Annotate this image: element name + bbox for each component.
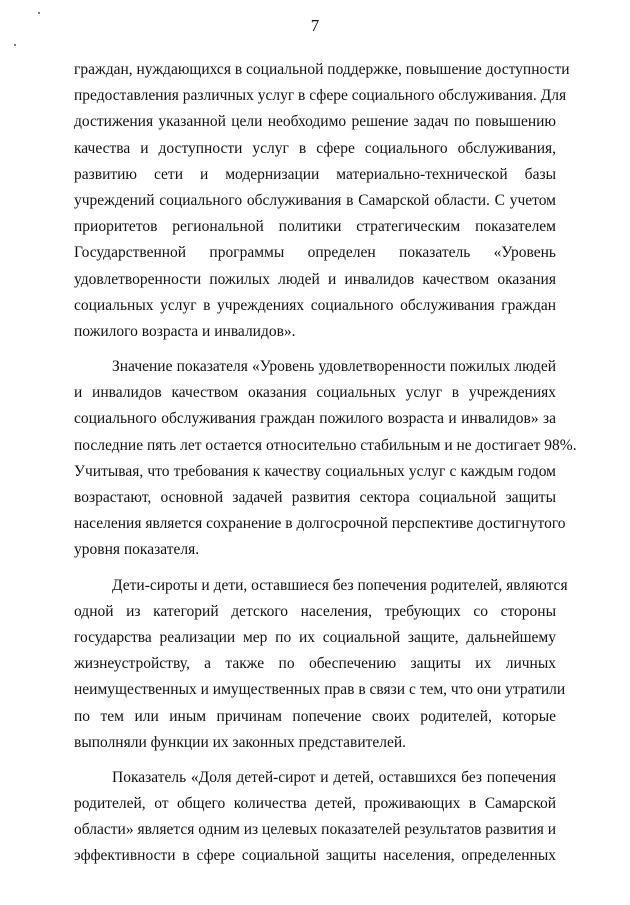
paragraph-1 <box>74 57 570 345</box>
text-line: учреждений социального обслуживания в Самарской области. С учетом <box>74 191 556 209</box>
text-line: достижения указанной цели необходимо решение задач по повышению <box>74 113 556 131</box>
text-line: выполняли функции их законных представителей. <box>74 733 407 751</box>
text-line: одной из категорий детского населения, требующих со стороны <box>74 602 556 620</box>
text-line: качества и доступности услуг в сфере социального обслуживания, <box>74 139 556 157</box>
text-line: жизнеустройству, а также по обеспечению защиты их личных <box>74 655 556 673</box>
scan-speck <box>14 44 16 46</box>
text-line: удовлетворенности пожилых людей и инвалидов качеством оказания <box>74 270 556 288</box>
text-line: Государственной программы определен показатель «Уровень <box>74 244 556 262</box>
paragraph-3 <box>74 573 568 756</box>
text-line: эффективности в сфере социальной защиты населения, определенных <box>74 847 556 865</box>
text-line: социальных услуг в учреждениях социального обслуживания граждан <box>74 296 556 314</box>
text-line: по тем или иным причинам попечение своих родителей, которые <box>74 707 556 725</box>
text-line: развитию сети и модернизации материально-технической базы <box>74 165 556 183</box>
text-line: социального обслуживания граждан пожилого возраста и инвалидов» за <box>74 410 556 428</box>
text-line: пожилого возраста и инвалидов». <box>74 322 296 340</box>
text-line: Учитывая, что требования к качеству социальных услуг с каждым годом <box>74 462 556 480</box>
text-line: населения является сохранение в долгосрочной перспективе достигнутого <box>74 515 566 533</box>
text-line: граждан, нуждающихся в социальной поддержке, повышение доступности <box>74 61 570 78</box>
text-line: Дети-сироты и дети, оставшиеся без попечения родителей, являются <box>112 576 568 594</box>
paragraph-2 <box>74 354 577 564</box>
text-line: неимущественных и имущественных прав в связи с тем, что они утратили <box>74 681 566 699</box>
text-line: государства реализации мер по их социальной защите, дальнейшему <box>74 628 556 646</box>
text-line: области» является одним из целевых показателей результатов развития и <box>74 821 557 839</box>
text-line: Показатель «Доля детей-сирот и детей, оставшихся без попечения <box>112 768 556 786</box>
text-line: предоставления различных услуг в сфере социального обслуживания. Для <box>74 87 567 105</box>
text-line: приоритетов региональной политики стратегическим показателем <box>74 218 556 236</box>
document-body <box>74 57 577 870</box>
text-line: уровня показателя. <box>74 541 200 559</box>
scan-speck <box>38 12 40 14</box>
text-line: последние пять лет остается относительно стабильным и не достигает 98%. <box>74 436 577 454</box>
text-line: возрастают, основной задачей развития сектора социальной защиты <box>74 489 556 506</box>
text-line: родителей, от общего количества детей, проживающих в Самарской <box>74 795 556 813</box>
page-number: 7 <box>310 16 320 35</box>
text-line: и инвалидов качеством оказания социальных услуг в учреждениях <box>74 384 556 402</box>
paragraph-4 <box>74 765 556 870</box>
text-line: Значение показателя «Уровень удовлетворенности пожилых людей <box>112 358 556 376</box>
